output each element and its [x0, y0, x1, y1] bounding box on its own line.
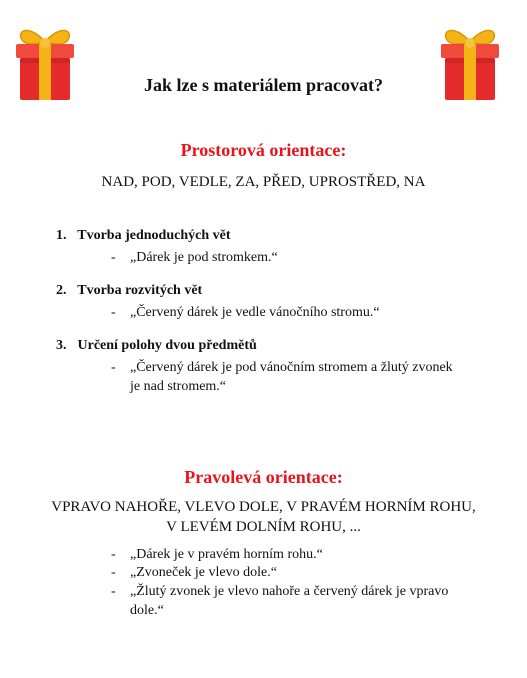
bullet-dash: -	[111, 547, 116, 562]
bullet-dash: -	[111, 360, 116, 375]
page-title: Jak lze s materiálem pracovat?	[144, 75, 383, 95]
bullet-dash: -	[111, 250, 116, 265]
example-text: „Žlutý zvonek je vlevo nahoře a červený dárek je vpravo	[130, 584, 449, 599]
item-number: 2.	[56, 283, 67, 298]
section-heading-left-right: Pravolevá orientace:	[184, 467, 343, 487]
item-number: 1.	[56, 228, 67, 243]
spatial-keywords: NAD, POD, VEDLE, ZA, PŘED, UPROSTŘED, NA	[101, 174, 426, 190]
list-item-simple-sentences	[56, 228, 230, 244]
example-text: „Červený dárek je vedle vánočního stromu.“	[130, 305, 380, 320]
example-bullet	[111, 358, 511, 398]
left-right-keywords-line2: V LEVÉM DOLNÍM ROHU, ...	[166, 519, 361, 535]
item-label: Tvorba jednoduchých vět	[77, 228, 231, 243]
example-text: „Červený dárek je pod vánočním stromem a žlutý zvonek	[130, 360, 453, 375]
example-text-cont: je nad stromem.“	[130, 379, 227, 394]
bullet-dash: -	[111, 305, 116, 320]
example-text: „Zvoneček je vlevo dole.“	[130, 565, 277, 580]
example-text-cont: dole.“	[130, 603, 164, 618]
item-label: Určení polohy dvou předmětů	[77, 338, 257, 353]
example-text: „Dárek je pod stromkem.“	[130, 250, 278, 265]
list-item-two-objects	[56, 338, 257, 354]
bullet-dash: -	[111, 565, 116, 580]
example-text: „Dárek je v pravém horním rohu.“	[130, 547, 323, 562]
bullet-dash: -	[111, 584, 116, 599]
example-bullet	[111, 582, 511, 622]
item-label: Tvorba rozvitých vět	[77, 283, 203, 298]
section-heading-spatial: Prostorová orientace:	[180, 140, 347, 160]
item-number: 3.	[56, 338, 67, 353]
list-item-extended-sentences	[56, 283, 202, 299]
left-right-keywords-line1: VPRAVO NAHOŘE, VLEVO DOLE, V PRAVÉM HORNÍM ROHU,	[51, 499, 476, 515]
